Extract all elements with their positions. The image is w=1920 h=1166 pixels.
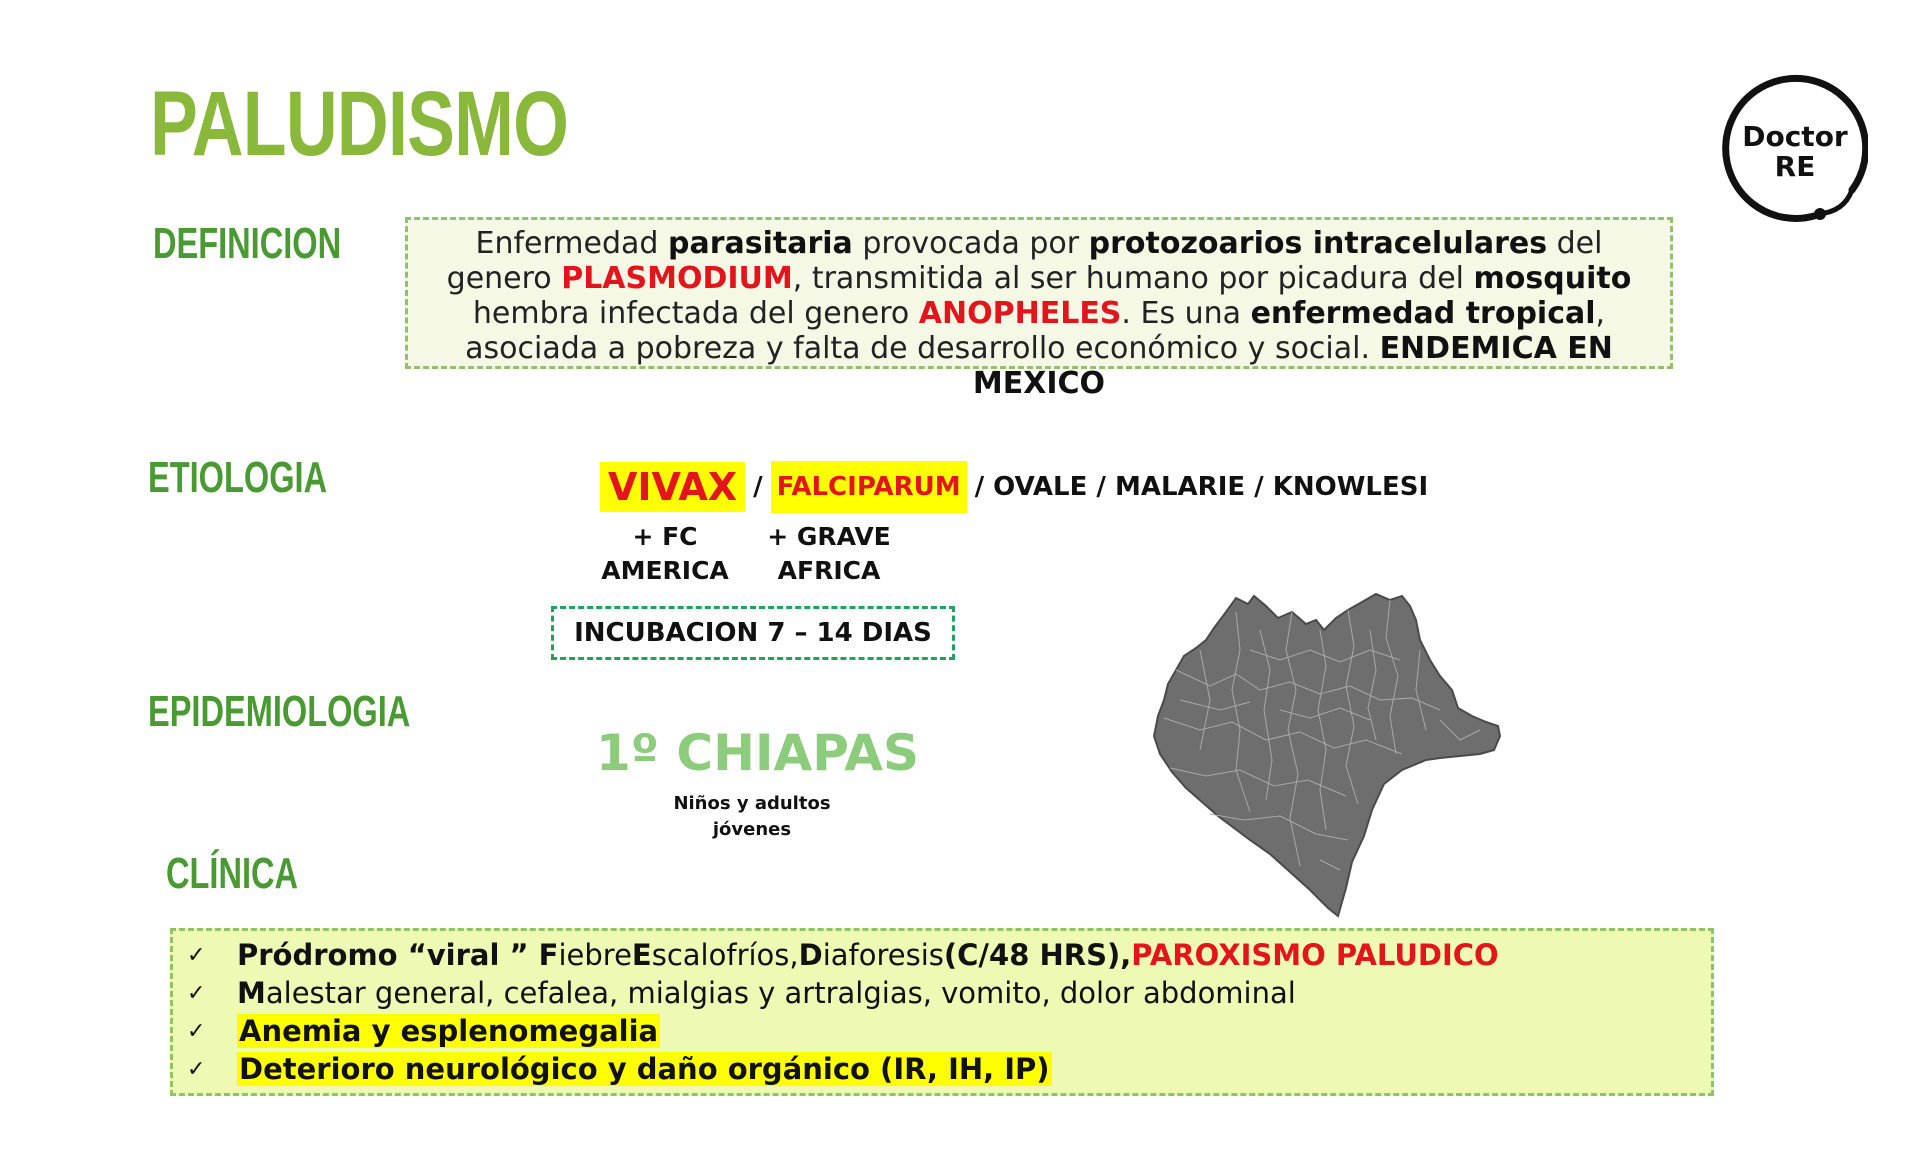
clinical-paroxismo: PAROXISMO PALUDICO [1131,938,1499,972]
checkmark-icon: ✓ [187,942,206,968]
def-text: , asociada a pobreza y falta de desarrollo económico y social. [465,296,1606,366]
clinical-bold: (C/48 HRS), [943,938,1132,972]
def-text: hembra infectada del genero [472,296,919,331]
section-clinica: CLÍNICA [166,849,299,898]
def-bold: mosquito [1473,261,1632,296]
def-endemica: ENDEMICA EN MEXICO [972,331,1613,401]
incubation-box: INCUBACION 7 – 14 DIAS [551,606,955,660]
clinical-box [170,928,1714,1096]
def-bold: enfermedad tropical [1250,296,1596,331]
epidemiology-subtext [650,791,854,843]
falciparum-note-line: + GRAVE [767,522,891,551]
def-bold: parasitaria [668,226,853,261]
def-text: , transmitida al ser humano por picadura del [792,261,1474,296]
def-text: . Es una [1121,296,1251,331]
doctor-re-logo [1722,62,1868,232]
clinical-highlight: Deterioro neurológico y daño orgánico (IR, IH, IP) [239,1052,1050,1086]
clinical-text: alestar general, cefalea, mialgias y artralgias, vomito, dolor abdominal [265,976,1296,1010]
section-epidemiologia: EPIDEMIOLOGIA [148,687,411,736]
epidemiology-sub-line: jóvenes [712,819,792,840]
clinical-text: scalofríos, [651,938,799,972]
checkmark-icon: ✓ [187,1018,206,1044]
checkmark-icon: ✓ [187,980,206,1006]
definition-box [405,217,1673,401]
epidemiology-sub-line: Niños y adultos [673,793,831,814]
def-anopheles: ANOPHELES [918,296,1122,331]
section-etiologia: ETIOLOGIA [148,453,328,502]
clinical-bold: D [798,938,823,972]
species-vivax: VIVAX [600,462,745,512]
epidemiology-headline: 1º CHIAPAS [596,724,919,782]
chiapas-map-shape [1154,594,1500,916]
falciparum-note-line: AFRICA [777,556,881,585]
clinical-item [187,1050,1711,1088]
def-text: del genero [446,226,1603,296]
clinical-text: iaforesis [822,938,944,972]
vivax-note-line: AMERICA [601,556,729,585]
clinical-bold: Pródromo “viral ” F [237,938,559,972]
clinical-item [187,936,1711,974]
logo-line-2: RE [1774,150,1816,183]
clinical-bold: M [237,976,266,1010]
clinical-highlight: Anemia y esplenomegalia [239,1014,659,1048]
clinical-item [187,974,1711,1012]
checkmark-icon: ✓ [187,1056,206,1082]
def-text: provocada por [852,226,1089,261]
species-separator: / [753,472,763,502]
species-others: / OVALE / MALARIE / KNOWLESI [974,472,1429,502]
vivax-note [590,520,740,588]
species-row [600,460,1428,514]
clinical-text: iebre [558,938,632,972]
clinical-item [187,1012,1711,1050]
section-definicion: DEFINICION [153,219,342,268]
clinical-bold: E [631,938,652,972]
page-title: PALUDISMO [150,73,569,175]
def-plasmodium: PLASMODIUM [561,261,793,296]
species-falciparum: FALCIPARUM [771,461,967,513]
chiapas-map [1140,590,1510,920]
def-text: Enfermedad [475,226,668,261]
logo-line-1: Doctor [1742,120,1848,153]
falciparum-note [754,520,904,588]
def-bold: protozoarios intracelulares [1088,226,1548,261]
vivax-note-line: + FC [632,522,698,551]
